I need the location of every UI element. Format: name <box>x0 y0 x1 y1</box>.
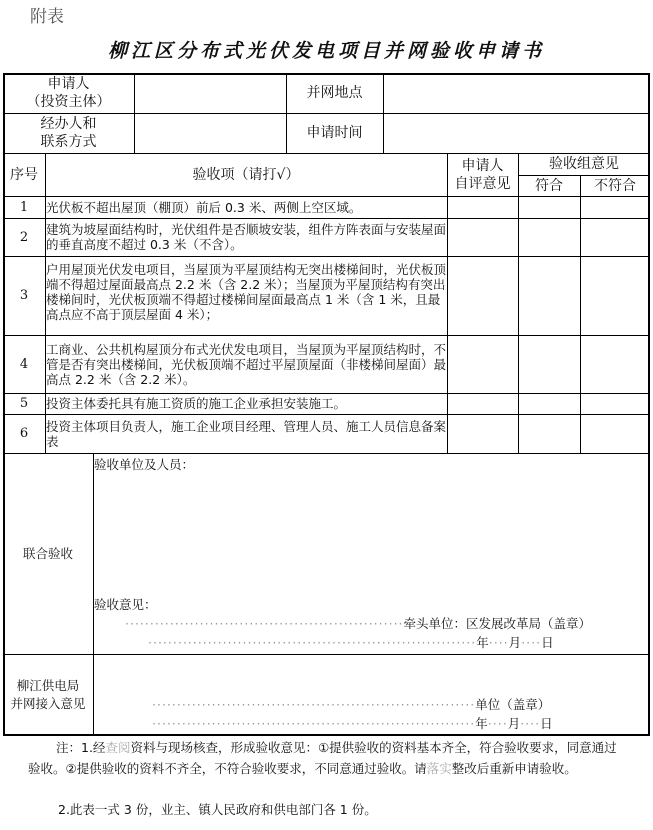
document-title: 柳江区分布式光伏发电项目并网验收申请书 <box>107 40 545 62</box>
item-number: 6 <box>19 426 29 441</box>
power-unit-seal: 单位（盖章） <box>475 697 551 712</box>
joint-date-line: ··································································年····月····日 <box>148 635 554 650</box>
column-header-seq: 序号 <box>10 166 38 183</box>
item-number: 1 <box>19 199 29 215</box>
applicant-label-line2: （投资主体） <box>26 94 111 110</box>
divider <box>3 453 650 454</box>
note-2: 2.此表一式 3 份，业主、镇人民政府和供电部门各 1 份。 <box>58 802 377 817</box>
date-day: 日 <box>541 635 554 650</box>
date-year: 年 <box>476 635 489 650</box>
date-day: 日 <box>540 716 553 731</box>
column-header-self-eval <box>447 153 518 196</box>
item-number: 3 <box>19 288 29 303</box>
power-date-line: ·································································年····月····日 <box>152 716 553 731</box>
lead-unit-line <box>125 616 591 631</box>
handler-field[interactable] <box>134 113 286 153</box>
location-field[interactable] <box>383 73 650 113</box>
power-bureau-label-line1: 柳江供电局 <box>16 678 80 693</box>
acceptance-item: 建筑为坡屋面结构时，光伏组件是否顺坡安装，组件方阵表面与安装屋面的垂直高度不超过 0.3 米（不含）。 <box>46 222 447 252</box>
divider <box>518 153 519 453</box>
dotted-leader: ································································· <box>152 716 476 731</box>
date-month: 月 <box>508 635 522 650</box>
column-header-group-opinion: 验收组意见 <box>549 156 619 172</box>
acceptance-item: 工商业、公共机构屋顶分布式光伏发电项目，当屋顶为平屋顶结构时，不管是否有突出楼梯间，光伏板顶端不超过平屋顶屋面（非楼梯间屋面）最高点 2.2 米（含 2.2 米）。 <box>46 341 447 387</box>
location-label: 并网地点 <box>306 85 363 101</box>
item-number: 5 <box>19 396 29 411</box>
note-1 <box>28 737 628 779</box>
column-header-item: 验收项（请打√） <box>192 166 300 183</box>
apply-time-label: 申请时间 <box>306 125 363 141</box>
power-unit-seal-line <box>152 697 550 712</box>
note-text: 注：1.经 <box>56 740 106 755</box>
handler-label <box>3 113 134 153</box>
dotted-leader: ························································ <box>125 616 404 631</box>
acceptance-item: 投资主体项目负责人，施工企业项目经理、管理人员、施工人员信息备案表 <box>46 418 447 449</box>
divider <box>93 453 94 736</box>
acceptance-units-label: 验收单位及人员： <box>94 457 195 472</box>
acceptance-opinion-label: 验收意见： <box>94 597 157 612</box>
power-bureau-label-line2: 并网接入意见 <box>10 696 86 711</box>
acceptance-item: 光伏板不超出屋顶（棚顶）前后 0.3 米、两侧上空区域。 <box>46 199 362 215</box>
date-month: 月 <box>507 716 521 731</box>
handler-label-line2: 联系方式 <box>40 134 97 150</box>
note-text: 整改后重新申请验收。 <box>451 761 577 776</box>
divider <box>3 654 650 655</box>
handler-label-line1: 经办人和 <box>40 116 97 132</box>
self-eval-line2: 自评意见 <box>454 175 511 192</box>
applicant-field[interactable] <box>134 73 286 113</box>
lead-unit-seal: 牵头单位：区发展改革局（盖章） <box>403 616 592 631</box>
note-text-faint: 查阅 <box>105 740 131 755</box>
joint-acceptance-label: 联合验收 <box>22 545 73 561</box>
column-header-conform: 符合 <box>535 177 563 194</box>
column-header-not-conform: 不符合 <box>594 177 636 194</box>
apply-time-field[interactable] <box>383 113 650 153</box>
divider <box>580 175 581 453</box>
note-text: 资料与现场核查，形成验收意见：①提供验收的资料基本齐全，符合验收要求，同意通过验收。②提供验收的资料不齐全，不符合验收要求，不同意通过验收。请 <box>28 740 617 776</box>
dotted-leader: ·································································· <box>148 635 477 650</box>
date-year: 年 <box>475 716 488 731</box>
applicant-label <box>3 73 134 113</box>
attachment-label: 附表 <box>30 7 64 27</box>
note-text-faint: 落实 <box>426 761 452 776</box>
acceptance-item: 投资主体委托具有施工资质的施工企业承担安装施工。 <box>46 396 347 411</box>
divider <box>447 153 448 453</box>
item-number: 4 <box>19 356 29 372</box>
applicant-label-line1: 申请人 <box>47 76 90 92</box>
dotted-leader: ································································· <box>152 697 476 712</box>
item-number: 2 <box>19 229 29 245</box>
power-bureau-label <box>3 654 93 736</box>
self-eval-line1: 申请人 <box>461 157 504 174</box>
acceptance-item: 户用屋顶光伏发电项目，当屋顶为平屋顶结构无突出楼梯间时，光伏板顶端不得超过屋面最高点 2.2 米（含 2.2 米）；当屋顶为平屋顶结构有突出楼梯间时，光伏板顶端不得超过楼梯间屋面最高点 1 米（含 1 米，且最高点应不高于顶层屋面 4 米）； <box>46 262 447 322</box>
